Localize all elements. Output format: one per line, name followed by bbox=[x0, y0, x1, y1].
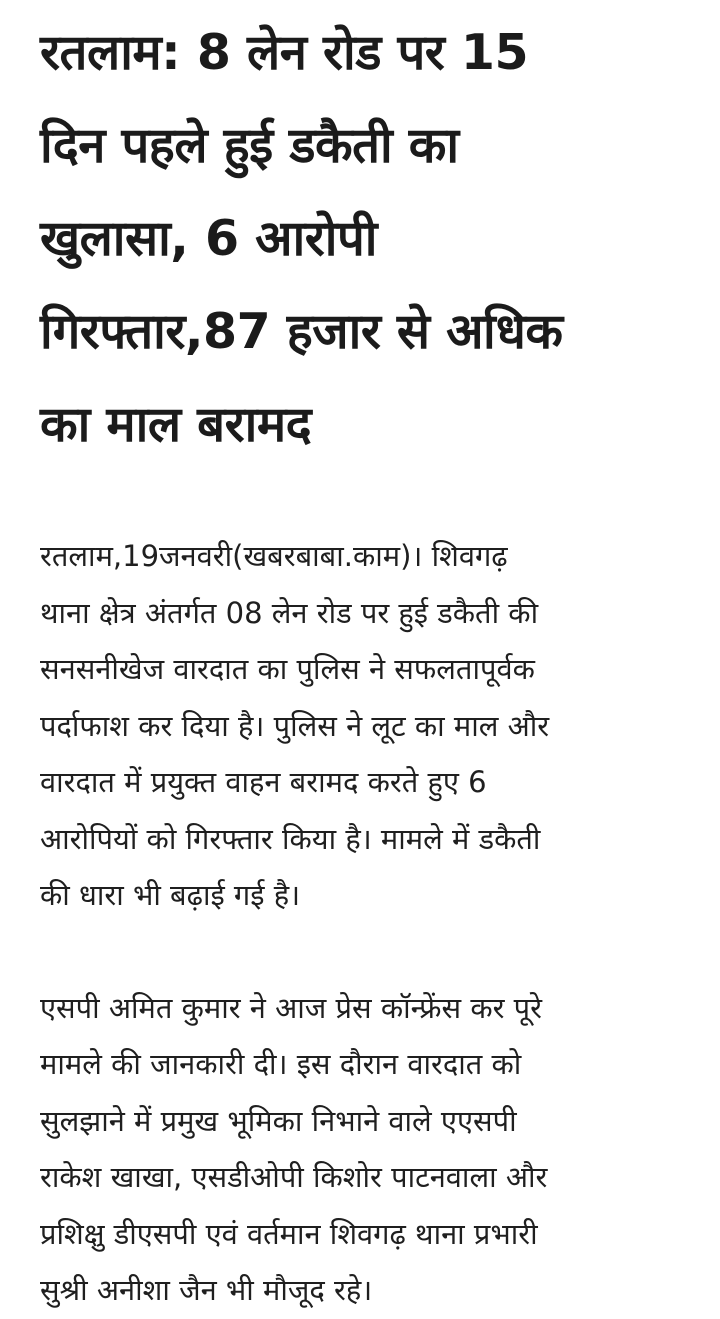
paragraph-line: सुश्री अनीशा जैन भी मौजूद रहे। bbox=[40, 1273, 373, 1307]
paragraph-line: वारदात में प्रयुक्त वाहन बरामद करते हुए 6 bbox=[40, 765, 487, 799]
paragraph-line: एसपी अमित कुमार ने आज प्रेस कॉन्फ्रेंस कर पूरे bbox=[40, 990, 543, 1025]
paragraph-line: थाना क्षेत्र अंतर्गत 08 लेन रोड पर हुई डकैती की bbox=[40, 595, 539, 630]
paragraph-line: रतलाम,19जनवरी(खबरबाबा.काम)। शिवगढ़ bbox=[40, 539, 508, 573]
paragraph-line: राकेश खाखा, एसडीओपी किशोर पाटनवाला और bbox=[40, 1160, 548, 1194]
article-paragraph-1 bbox=[40, 528, 690, 924]
headline-line: रतलाम: 8 लेन रोड पर 15 bbox=[40, 24, 529, 81]
paragraph-line: सुलझाने में प्रमुख भूमिका निभाने वाले एएसपी bbox=[40, 1103, 517, 1138]
headline-line: खुलासा, 6 आरोपी bbox=[40, 210, 377, 267]
paragraph-line: प्रशिक्षु डीएसपी एवं वर्तमान शिवगढ़ थाना प्रभारी bbox=[40, 1216, 538, 1251]
paragraph-line: आरोपियों को गिरफ्तार किया है। मामले में डकैती bbox=[40, 821, 541, 856]
headline-line: का माल बरामद bbox=[40, 396, 312, 453]
headline-line: गिरफ्तार,87 हजार से अधिक bbox=[40, 303, 563, 360]
paragraph-line: सनसनीखेज वारदात का पुलिस ने सफलतापूर्वक bbox=[40, 652, 535, 686]
paragraph-line: पर्दाफाश कर दिया है। पुलिस ने लूट का माल और bbox=[40, 708, 550, 743]
headline-line: दिन पहले हुई डकैती का bbox=[40, 117, 459, 174]
article bbox=[40, 0, 690, 1319]
paragraph-line: की धारा भी बढ़ाई गई है। bbox=[40, 878, 301, 912]
paragraph-line: मामले की जानकारी दी। इस दौरान वारदात को bbox=[40, 1047, 522, 1081]
article-paragraph-2 bbox=[40, 980, 690, 1319]
article-headline bbox=[40, 0, 690, 471]
